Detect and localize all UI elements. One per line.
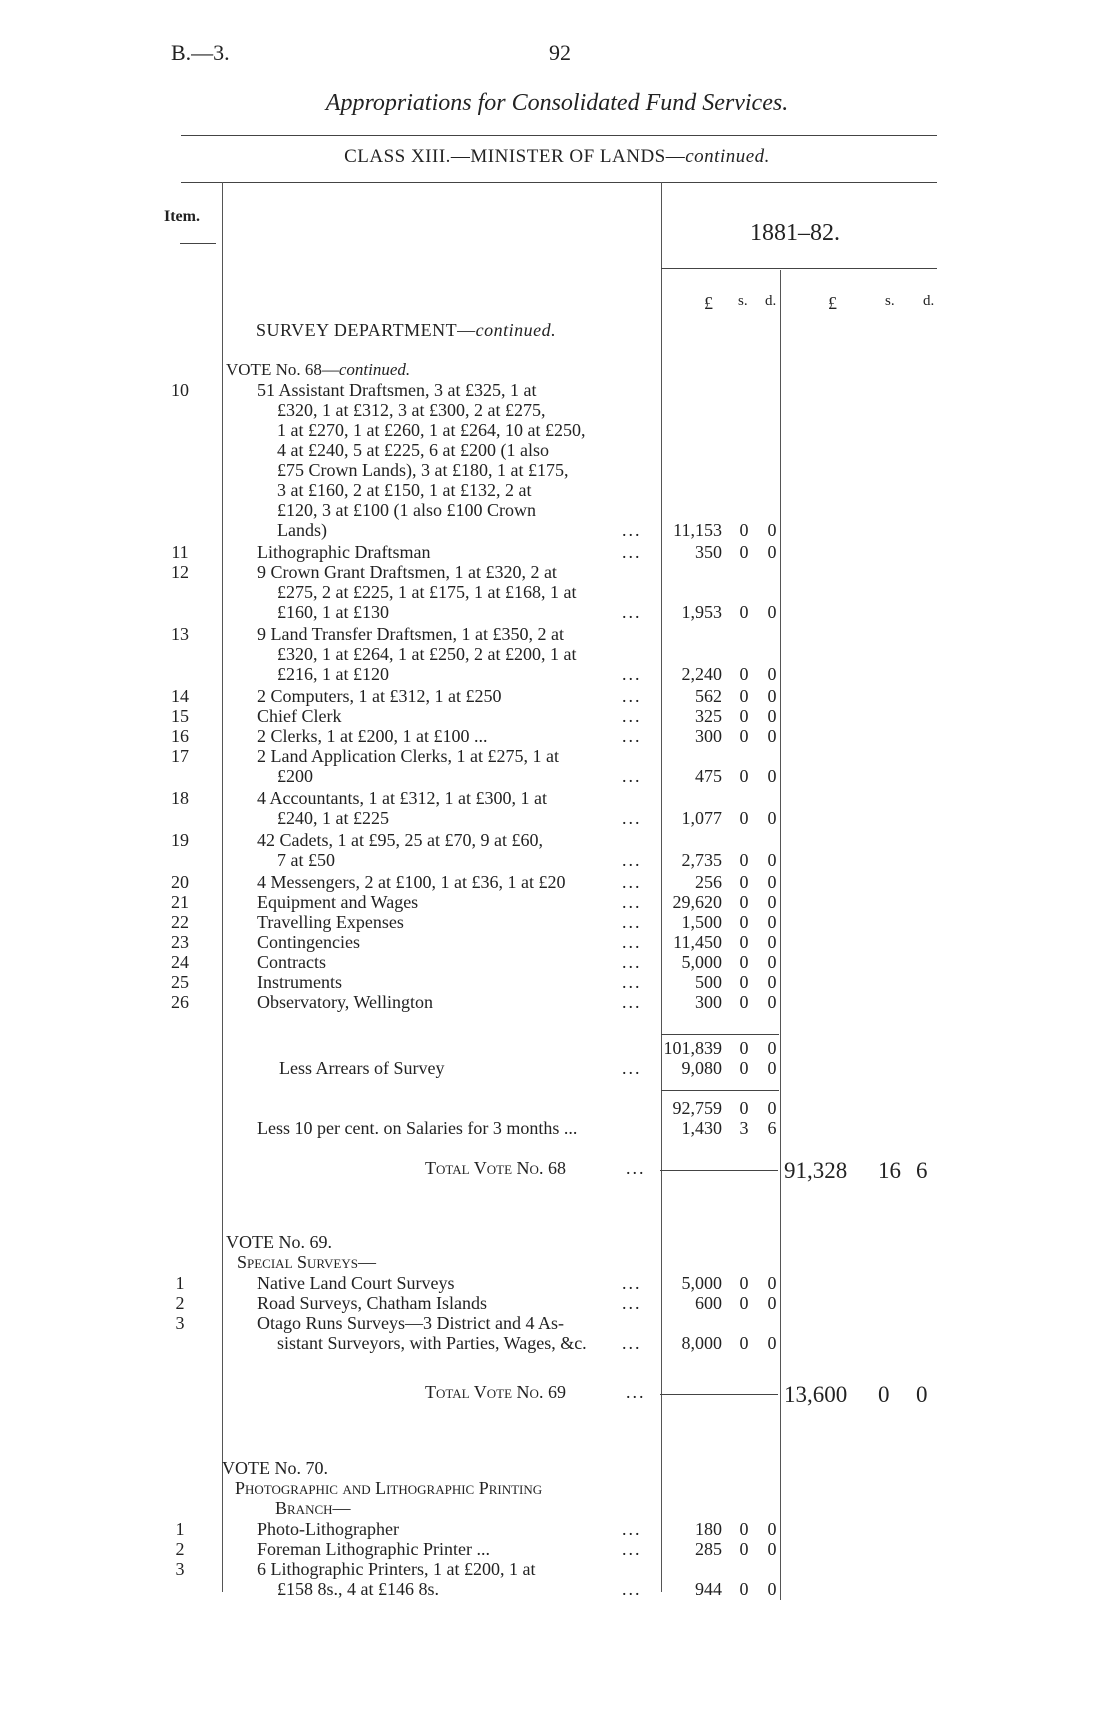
leader-dots: ... (622, 664, 642, 684)
leader-dots: ... (622, 602, 642, 622)
item-pence: 0 (767, 1273, 777, 1293)
item-number: 3 (175, 1559, 185, 1579)
leader-dots: ... (622, 686, 642, 706)
section-title-continued: continued. (475, 320, 557, 340)
item-pounds: 475 (695, 766, 722, 786)
leader-dots: ... (622, 872, 642, 892)
item-shillings: 0 (739, 892, 749, 912)
item-description: 3 at £160, 2 at £150, 1 at £132, 2 at (277, 480, 532, 500)
item-pence: 0 (767, 602, 777, 622)
item-number: 1 (175, 1273, 185, 1293)
leader-dots: ... (622, 932, 642, 952)
document-reference: B.—3. (171, 40, 230, 65)
item-description: £320, 1 at £312, 3 at £300, 2 at £275, (277, 400, 546, 420)
fiscal-year: 1881–82. (750, 220, 840, 246)
item-number: 20 (171, 872, 189, 892)
item-pounds: 285 (695, 1539, 722, 1559)
item-pence: 0 (767, 808, 777, 828)
leader-dots: ... (622, 1539, 642, 1559)
item-description: 4 Accountants, 1 at £312, 1 at £300, 1 at (257, 788, 547, 808)
item-shillings: 0 (739, 602, 749, 622)
leader-dots: ... (622, 808, 642, 828)
leader-dots: ... (622, 912, 642, 932)
item-description: Otago Runs Surveys—3 District and 4 As- (257, 1313, 564, 1333)
item-description: Photo-Lithographer (257, 1519, 399, 1539)
item-pence: 0 (767, 766, 777, 786)
leader-dots: ... (622, 952, 642, 972)
item-number: 2 (175, 1293, 185, 1313)
leader-dots: ... (622, 706, 642, 726)
item-pounds: 562 (695, 686, 722, 706)
item-description: £275, 2 at £225, 1 at £175, 1 at £168, 1 at (277, 582, 577, 602)
item-number: 19 (171, 830, 189, 850)
year-rule (661, 268, 937, 269)
item-description: sistant Surveyors, with Parties, Wages, &c. (277, 1333, 587, 1353)
item-number: 13 (171, 624, 189, 644)
item-pence: 0 (767, 1539, 777, 1559)
item-description: Road Surveys, Chatham Islands (257, 1293, 487, 1313)
after-arrears-shillings: 0 (739, 1098, 749, 1118)
item-number: 11 (171, 542, 189, 562)
vote-68-total-rule (660, 1170, 778, 1171)
vote-68-subtotal-rule (661, 1034, 779, 1035)
leader-dots: ... (622, 1579, 642, 1599)
item-number: 21 (171, 892, 189, 912)
item-number: 2 (175, 1539, 185, 1559)
leader-dots: ... (622, 1519, 642, 1539)
item-pounds: 944 (695, 1579, 722, 1599)
item-description: 9 Land Transfer Draftsmen, 1 at £350, 2 at (257, 624, 564, 644)
item-pounds: 500 (695, 972, 722, 992)
item-description: Observatory, Wellington (257, 992, 434, 1012)
item-description: Native Land Court Surveys (257, 1273, 455, 1293)
shilling-column-header: s. (738, 293, 748, 309)
class-heading (0, 146, 1114, 168)
item-shillings: 0 (739, 1293, 749, 1313)
less-salaries-shillings: 3 (739, 1118, 749, 1138)
item-description: Contracts (257, 952, 326, 972)
item-shillings: 0 (739, 664, 749, 684)
item-description: 4 at £240, 5 at £225, 6 at £200 (1 also (277, 440, 549, 460)
item-number: 16 (171, 726, 189, 746)
item-description: £216, 1 at £120 (277, 664, 389, 684)
item-shillings: 0 (739, 1579, 749, 1599)
leader-dots: ... (622, 992, 642, 1012)
item-shillings: 0 (739, 1333, 749, 1353)
less-salaries-pence: 6 (767, 1118, 777, 1138)
item-description: Contingencies (257, 932, 360, 952)
item-description: £240, 1 at £225 (277, 808, 389, 828)
item-shillings: 0 (739, 872, 749, 892)
item-description: Travelling Expenses (257, 912, 404, 932)
leader-dots: ... (626, 1158, 646, 1178)
item-pounds: 180 (695, 1519, 722, 1539)
item-description: Instruments (257, 972, 342, 992)
vote-68-total-label: Total Vote No. 68 (425, 1158, 566, 1178)
item-description: 42 Cadets, 1 at £95, 25 at £70, 9 at £60, (257, 830, 543, 850)
item-pence: 0 (767, 1579, 777, 1599)
less-salaries-label: Less 10 per cent. on Salaries for 3 months ... (257, 1118, 578, 1138)
item-shillings: 0 (739, 1519, 749, 1539)
subtotal-shillings: 0 (739, 1038, 749, 1058)
leader-dots: ... (622, 1058, 642, 1078)
item-pounds: 11,153 (673, 520, 722, 540)
item-pounds: 1,500 (681, 912, 722, 932)
item-number: 10 (171, 380, 189, 400)
page-number: 92 (549, 40, 571, 65)
item-pence: 0 (767, 664, 777, 684)
item-header-rule (180, 243, 216, 244)
item-description: 2 Clerks, 1 at £200, 1 at £100 ... (257, 726, 488, 746)
item-pence: 0 (767, 872, 777, 892)
vote-68-total-pence: 6 (916, 1158, 928, 1183)
item-pence: 0 (767, 972, 777, 992)
total-shilling-column-header: s. (885, 293, 895, 309)
section-title-text: SURVEY DEPARTMENT— (256, 320, 476, 340)
item-pence: 0 (767, 992, 777, 1012)
item-pence: 0 (767, 542, 777, 562)
pound-column-header: £ (704, 293, 713, 313)
vote-68-total-pounds: 91,328 (784, 1158, 848, 1183)
less-arrears-shillings: 0 (739, 1058, 749, 1078)
vote-69-heading: VOTE No. 69. (226, 1232, 332, 1252)
item-description: £160, 1 at £130 (277, 602, 389, 622)
item-description: £158 8s., 4 at £146 8s. (277, 1579, 439, 1599)
item-shillings: 0 (739, 706, 749, 726)
item-pounds: 29,620 (672, 892, 722, 912)
leader-dots: ... (622, 972, 642, 992)
after-arrears-pounds: 92,759 (672, 1098, 722, 1118)
item-shillings: 0 (739, 972, 749, 992)
title-rule (181, 135, 937, 136)
vote-69-total-label: Total Vote No. 69 (425, 1382, 566, 1402)
item-pence: 0 (767, 726, 777, 746)
less-arrears-pounds: 9,080 (681, 1058, 722, 1078)
item-description: 2 Land Application Clerks, 1 at £275, 1 at (257, 746, 559, 766)
leader-dots: ... (622, 892, 642, 912)
vote-68-heading (226, 360, 410, 380)
after-arrears-pence: 0 (767, 1098, 777, 1118)
item-pounds: 2,735 (681, 850, 722, 870)
vote-69-total-pounds: 13,600 (784, 1382, 848, 1407)
subtotal-pounds: 101,839 (663, 1038, 722, 1058)
total-pound-column-header: £ (828, 293, 837, 313)
item-description: Chief Clerk (257, 706, 342, 726)
less-arrears-pence: 0 (767, 1058, 777, 1078)
item-number: 15 (171, 706, 189, 726)
leader-dots: ... (622, 850, 642, 870)
leader-dots: ... (622, 766, 642, 786)
item-number: 23 (171, 932, 189, 952)
item-pounds: 300 (695, 992, 722, 1012)
item-pence: 0 (767, 850, 777, 870)
item-number: 25 (171, 972, 189, 992)
item-description: 4 Messengers, 2 at £100, 1 at £36, 1 at £20 (257, 872, 566, 892)
vote-69-total-pence: 0 (916, 1382, 928, 1407)
leader-dots: ... (622, 520, 642, 540)
item-description: 2 Computers, 1 at £312, 1 at £250 (257, 686, 502, 706)
item-pounds: 600 (695, 1293, 722, 1313)
item-description: 51 Assistant Draftsmen, 3 at £325, 1 at (257, 380, 537, 400)
item-number: 12 (171, 562, 189, 582)
item-number: 22 (171, 912, 189, 932)
vote-70-heading: VOTE No. 70. (222, 1458, 328, 1478)
item-shillings: 0 (739, 686, 749, 706)
item-pounds: 1,953 (681, 602, 722, 622)
vote-68-heading-text: VOTE No. 68— (226, 360, 339, 379)
item-shillings: 0 (739, 726, 749, 746)
item-pounds: 2,240 (681, 664, 722, 684)
leader-dots: ... (622, 1273, 642, 1293)
item-description: Lithographic Draftsman (257, 542, 431, 562)
item-pounds: 11,450 (673, 932, 722, 952)
leader-dots: ... (622, 1333, 642, 1353)
item-shillings: 0 (739, 992, 749, 1012)
vote-68-heading-continued: continued. (338, 360, 411, 379)
item-pounds: 5,000 (681, 1273, 722, 1293)
item-pence: 0 (767, 706, 777, 726)
item-shillings: 0 (739, 520, 749, 540)
subtotal-pence: 0 (767, 1038, 777, 1058)
item-description: £320, 1 at £264, 1 at £250, 2 at £200, 1 at (277, 644, 577, 664)
item-description: 7 at £50 (277, 850, 335, 870)
item-description: £75 Crown Lands), 3 at £180, 1 at £175, (277, 460, 569, 480)
section-title (256, 320, 556, 341)
item-pounds: 8,000 (681, 1333, 722, 1353)
item-pence: 0 (767, 892, 777, 912)
item-description: £120, 3 at £100 (1 also £100 Crown (277, 500, 536, 520)
item-number: 18 (171, 788, 189, 808)
item-column-divider (222, 182, 223, 1592)
item-column-header: Item. (164, 208, 200, 225)
item-number: 14 (171, 686, 189, 706)
item-pence: 0 (767, 932, 777, 952)
item-pounds: 300 (695, 726, 722, 746)
page-title: Appropriations for Consolidated Fund Services. (325, 90, 789, 116)
item-shillings: 0 (739, 952, 749, 972)
item-pence: 0 (767, 1293, 777, 1313)
item-shillings: 0 (739, 542, 749, 562)
item-pence: 0 (767, 686, 777, 706)
leader-dots: ... (626, 1382, 646, 1402)
class-heading-text: CLASS XIII.—MINISTER OF LANDS— (344, 146, 686, 167)
item-pence: 0 (767, 952, 777, 972)
arrears-rule (661, 1090, 779, 1091)
item-shillings: 0 (739, 1273, 749, 1293)
vote-70-subheading: Photographic and Lithographic Printing (235, 1478, 543, 1498)
item-description: Foreman Lithographic Printer ... (257, 1539, 490, 1559)
item-pence: 0 (767, 1519, 777, 1539)
header-rule (181, 182, 937, 183)
item-shillings: 0 (739, 932, 749, 952)
pence-column-header: d. (765, 293, 777, 309)
item-description: 9 Crown Grant Draftsmen, 1 at £320, 2 at (257, 562, 557, 582)
item-shillings: 0 (739, 766, 749, 786)
item-pence: 0 (767, 520, 777, 540)
item-shillings: 0 (739, 808, 749, 828)
item-number: 26 (171, 992, 189, 1012)
item-number: 3 (175, 1313, 185, 1333)
item-description: 6 Lithographic Printers, 1 at £200, 1 at (257, 1559, 536, 1579)
leader-dots: ... (622, 542, 642, 562)
item-description: £200 (277, 766, 313, 786)
vote-68-total-shillings: 16 (878, 1158, 901, 1183)
item-shillings: 0 (739, 850, 749, 870)
item-shillings: 0 (739, 1539, 749, 1559)
leader-dots: ... (622, 1293, 642, 1313)
less-arrears-label: Less Arrears of Survey (279, 1058, 445, 1078)
item-pounds: 1,077 (681, 808, 722, 828)
item-pounds: 325 (695, 706, 722, 726)
item-number: 24 (171, 952, 189, 972)
class-heading-continued: continued. (685, 146, 770, 167)
item-pounds: 256 (695, 872, 722, 892)
vote-69-total-shillings: 0 (878, 1382, 890, 1407)
item-shillings: 0 (739, 912, 749, 932)
vote-70-subheading-cont: Branch— (275, 1498, 351, 1518)
total-pence-column-header: d. (923, 293, 935, 309)
item-number: 1 (175, 1519, 185, 1539)
item-number: 17 (171, 746, 189, 766)
vote-69-subheading: Special Surveys— (237, 1252, 376, 1272)
item-description: Lands) (277, 520, 327, 540)
item-description: Equipment and Wages (257, 892, 419, 912)
vote-69-total-rule (660, 1394, 778, 1395)
less-salaries-pounds: 1,430 (681, 1118, 722, 1138)
leader-dots: ... (622, 726, 642, 746)
item-pounds: 5,000 (681, 952, 722, 972)
item-pounds: 350 (695, 542, 722, 562)
item-description: 1 at £270, 1 at £260, 1 at £264, 10 at £250, (277, 420, 586, 440)
item-pence: 0 (767, 912, 777, 932)
item-pence: 0 (767, 1333, 777, 1353)
